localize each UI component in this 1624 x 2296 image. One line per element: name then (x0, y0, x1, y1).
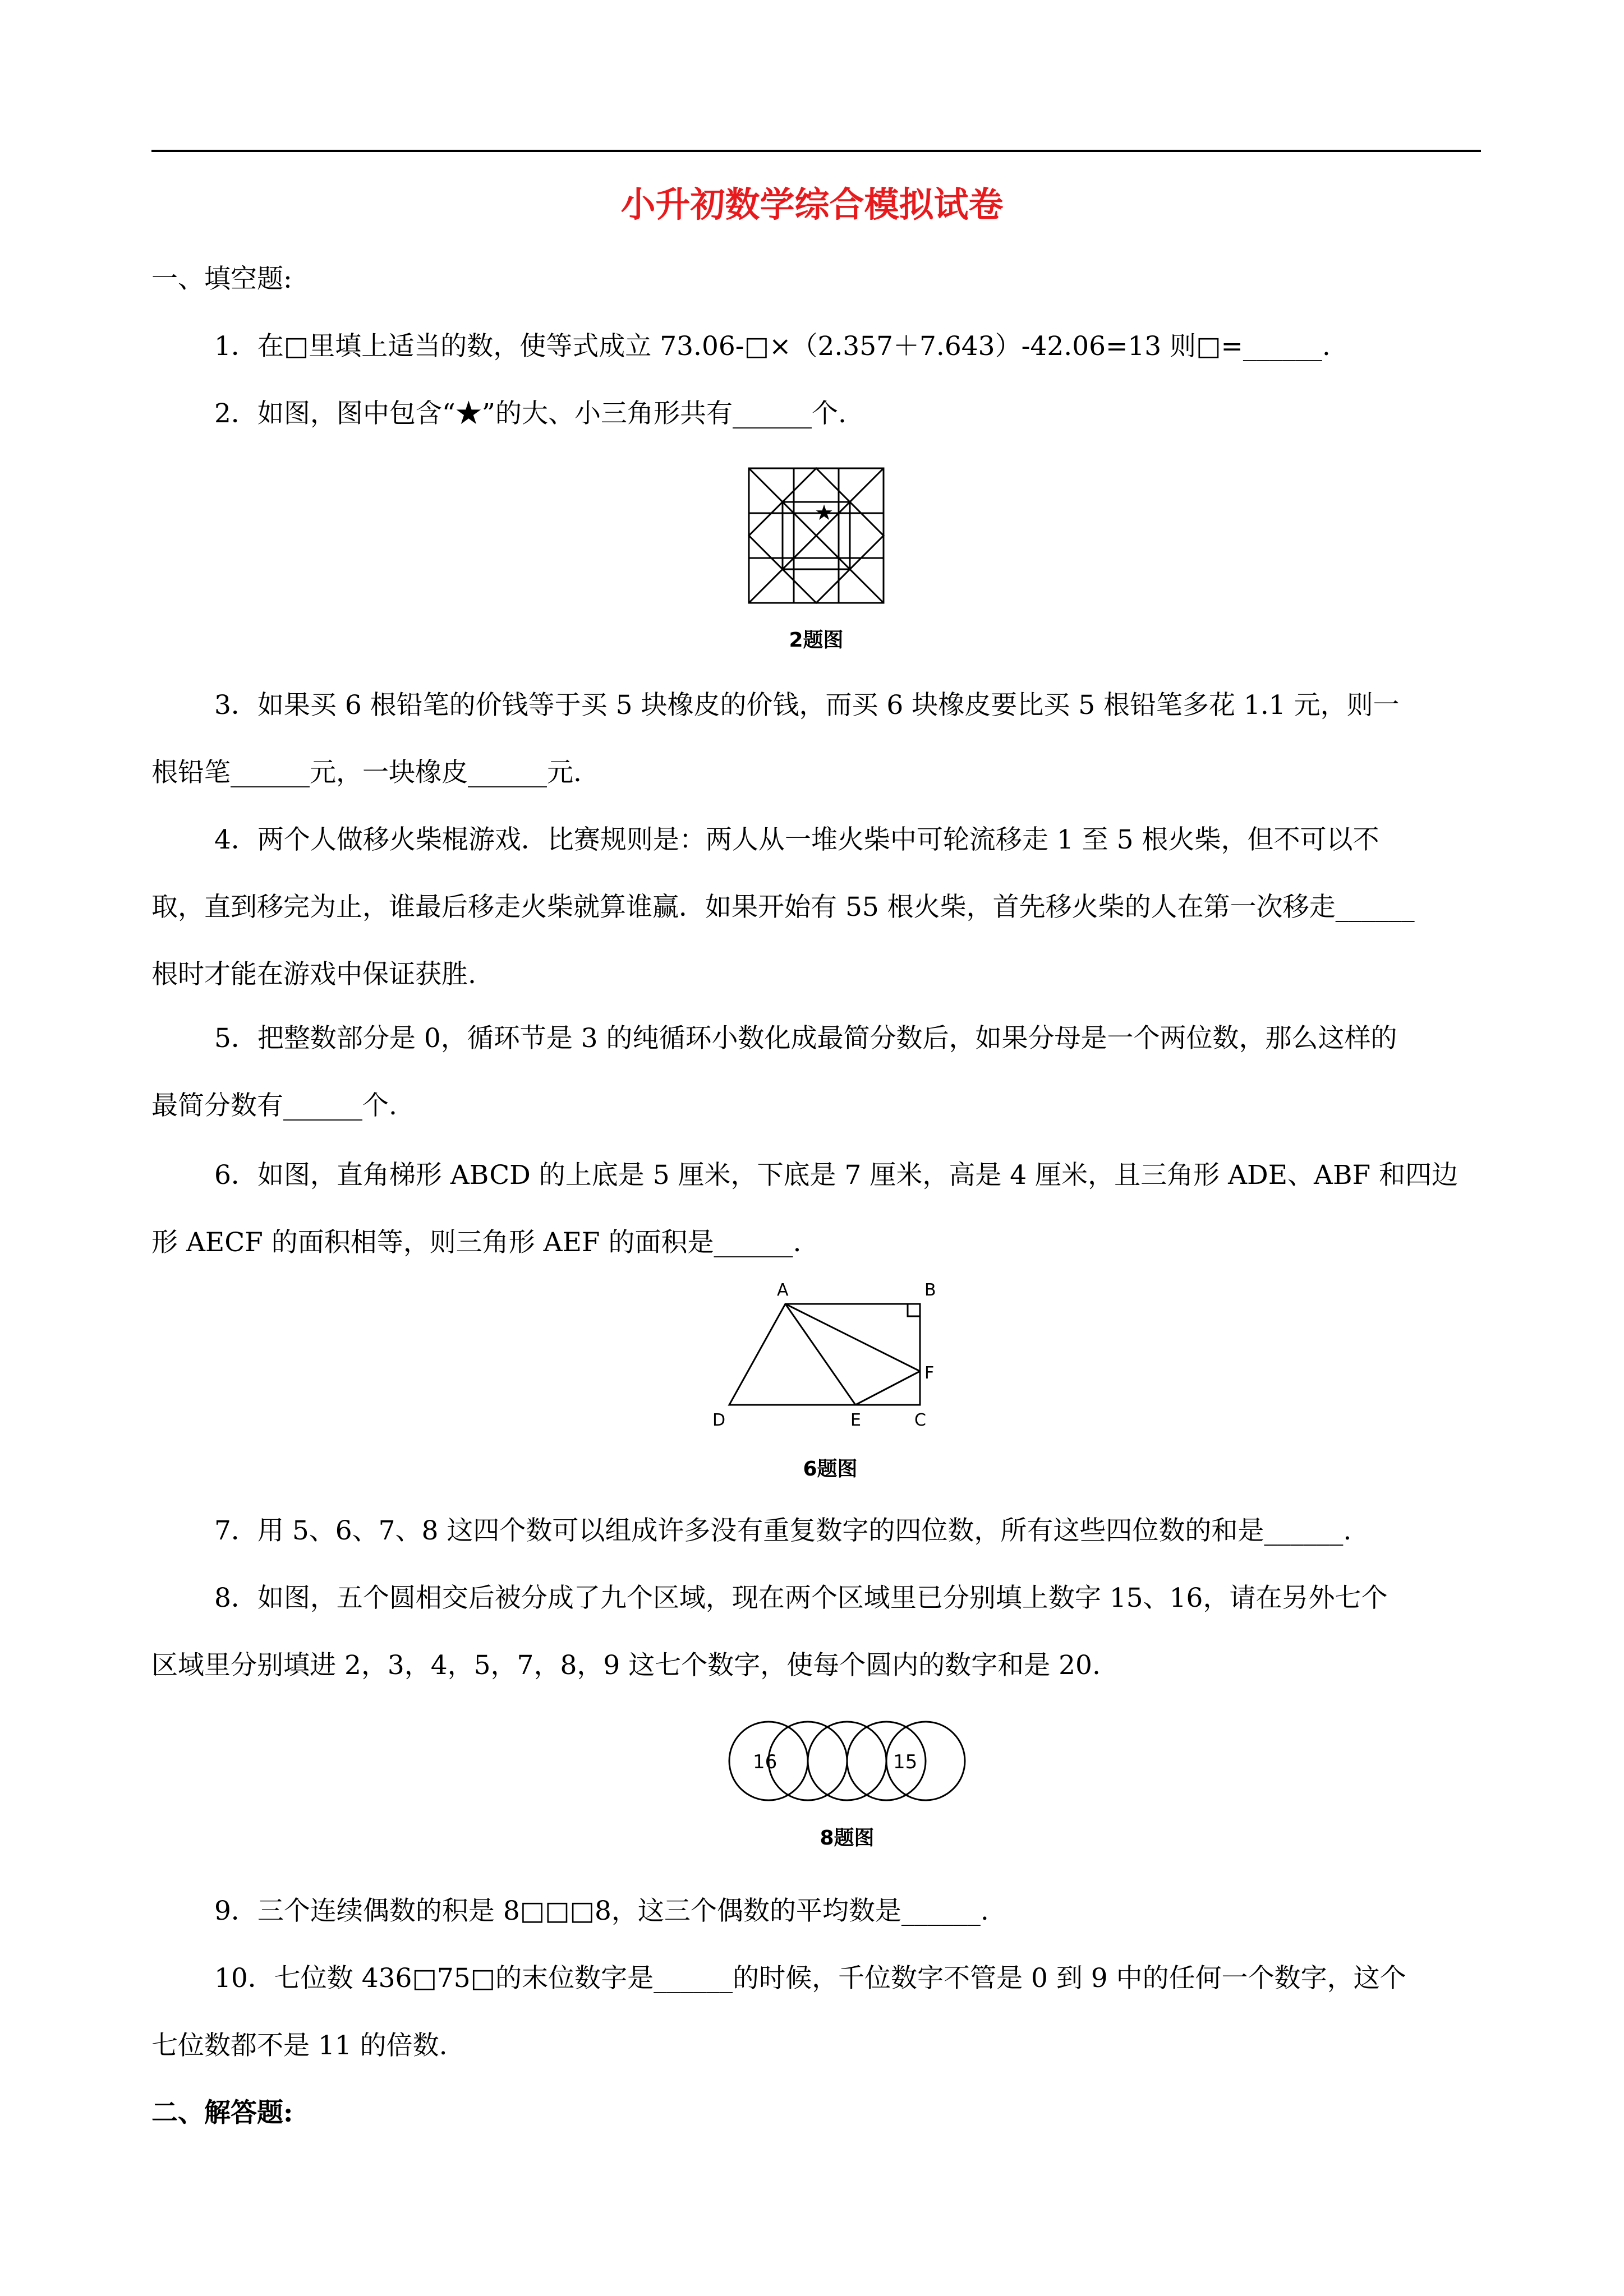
question-10-line-1: 10．七位数 436□75□的末位数字是______的时候，千位数字不管是 0 到 9 中的任何一个数字，这个 (214, 1963, 1406, 1994)
question-1: 1．在□里填上适当的数，使等式成立 73.06-□×（2.357＋7.643）-42.06=13 则□=______. (214, 331, 1331, 362)
question-4-line-3: 根时才能在游戏中保证获胜. (151, 959, 476, 990)
figure-6-caption: 6题图 (803, 1458, 858, 1481)
question-8-line-2: 区域里分别填进 2，3，4，5，7，8，9 这七个数字，使每个圆内的数字和是 20. (151, 1650, 1101, 1681)
question-6-line-1: 6．如图，直角梯形 ABCD 的上底是 5 厘米，下底是 7 厘米，高是 4 厘米，且三角形 ADE、ABF 和四边 (214, 1160, 1459, 1191)
question-4-line-1: 4．两个人做移火柴棍游戏．比赛规则是：两人从一堆火柴中可轮流移走 1 至 5 根火柴，但不可以不 (214, 824, 1379, 855)
question-3-line-1: 3．如果买 6 根铅笔的价钱等于买 5 块橡皮的价钱，而买 6 块橡皮要比买 5 根铅笔多花 1.1 元，则一 (214, 690, 1400, 721)
question-5-line-2: 最简分数有______个. (151, 1090, 397, 1121)
number-15: 15 (893, 1751, 918, 1773)
figure-2-caption: 2题图 (789, 629, 844, 652)
label-c: C (914, 1410, 926, 1430)
question-9: 9．三个连续偶数的积是 8□□□8，这三个偶数的平均数是______. (214, 1896, 989, 1926)
section-answer-heading: 二、解答题: (151, 2097, 293, 2128)
question-5-line-1: 5．把整数部分是 0，循环节是 3 的纯循环小数化成最简分数后，如果分母是一个两位数，那么这样的 (214, 1023, 1397, 1054)
label-d: D (712, 1410, 726, 1430)
page-title: 小升初数学综合模拟试卷 (620, 184, 1004, 225)
label-e: E (850, 1410, 861, 1430)
question-2: 2．如图，图中包含“★”的大、小三角形共有______个. (214, 398, 846, 429)
header-rule (151, 150, 1481, 152)
section-fill-in-heading: 一、填空题: (151, 264, 292, 294)
figure-8 (724, 1716, 970, 1806)
label-a: A (777, 1280, 789, 1300)
label-b: B (924, 1280, 936, 1300)
question-3-line-2: 根铅笔______元，一块橡皮______元. (151, 757, 582, 788)
question-8-line-1: 8．如图，五个圆相交后被分成了九个区域，现在两个区域里已分别填上数字 15、16，请在另外七个 (214, 1583, 1388, 1613)
question-10-line-2: 七位数都不是 11 的倍数. (151, 2030, 448, 2061)
star-icon: ★ (814, 500, 834, 525)
figure-6 (712, 1279, 948, 1441)
figure-2 (749, 468, 884, 603)
label-f: F (924, 1363, 935, 1383)
question-6-line-2: 形 AECF 的面积相等，则三角形 AEF 的面积是______. (151, 1227, 802, 1258)
question-4-line-2: 取，直到移完为止，谁最后移走火柴就算谁赢．如果开始有 55 根火柴，首先移火柴的人在第一次移走______ (151, 892, 1415, 923)
number-16: 16 (753, 1751, 778, 1773)
question-7: 7．用 5、6、7、8 这四个数可以组成许多没有重复数字的四位数，所有这些四位数的和是______. (214, 1515, 1352, 1546)
figure-8-caption: 8题图 (820, 1827, 875, 1850)
